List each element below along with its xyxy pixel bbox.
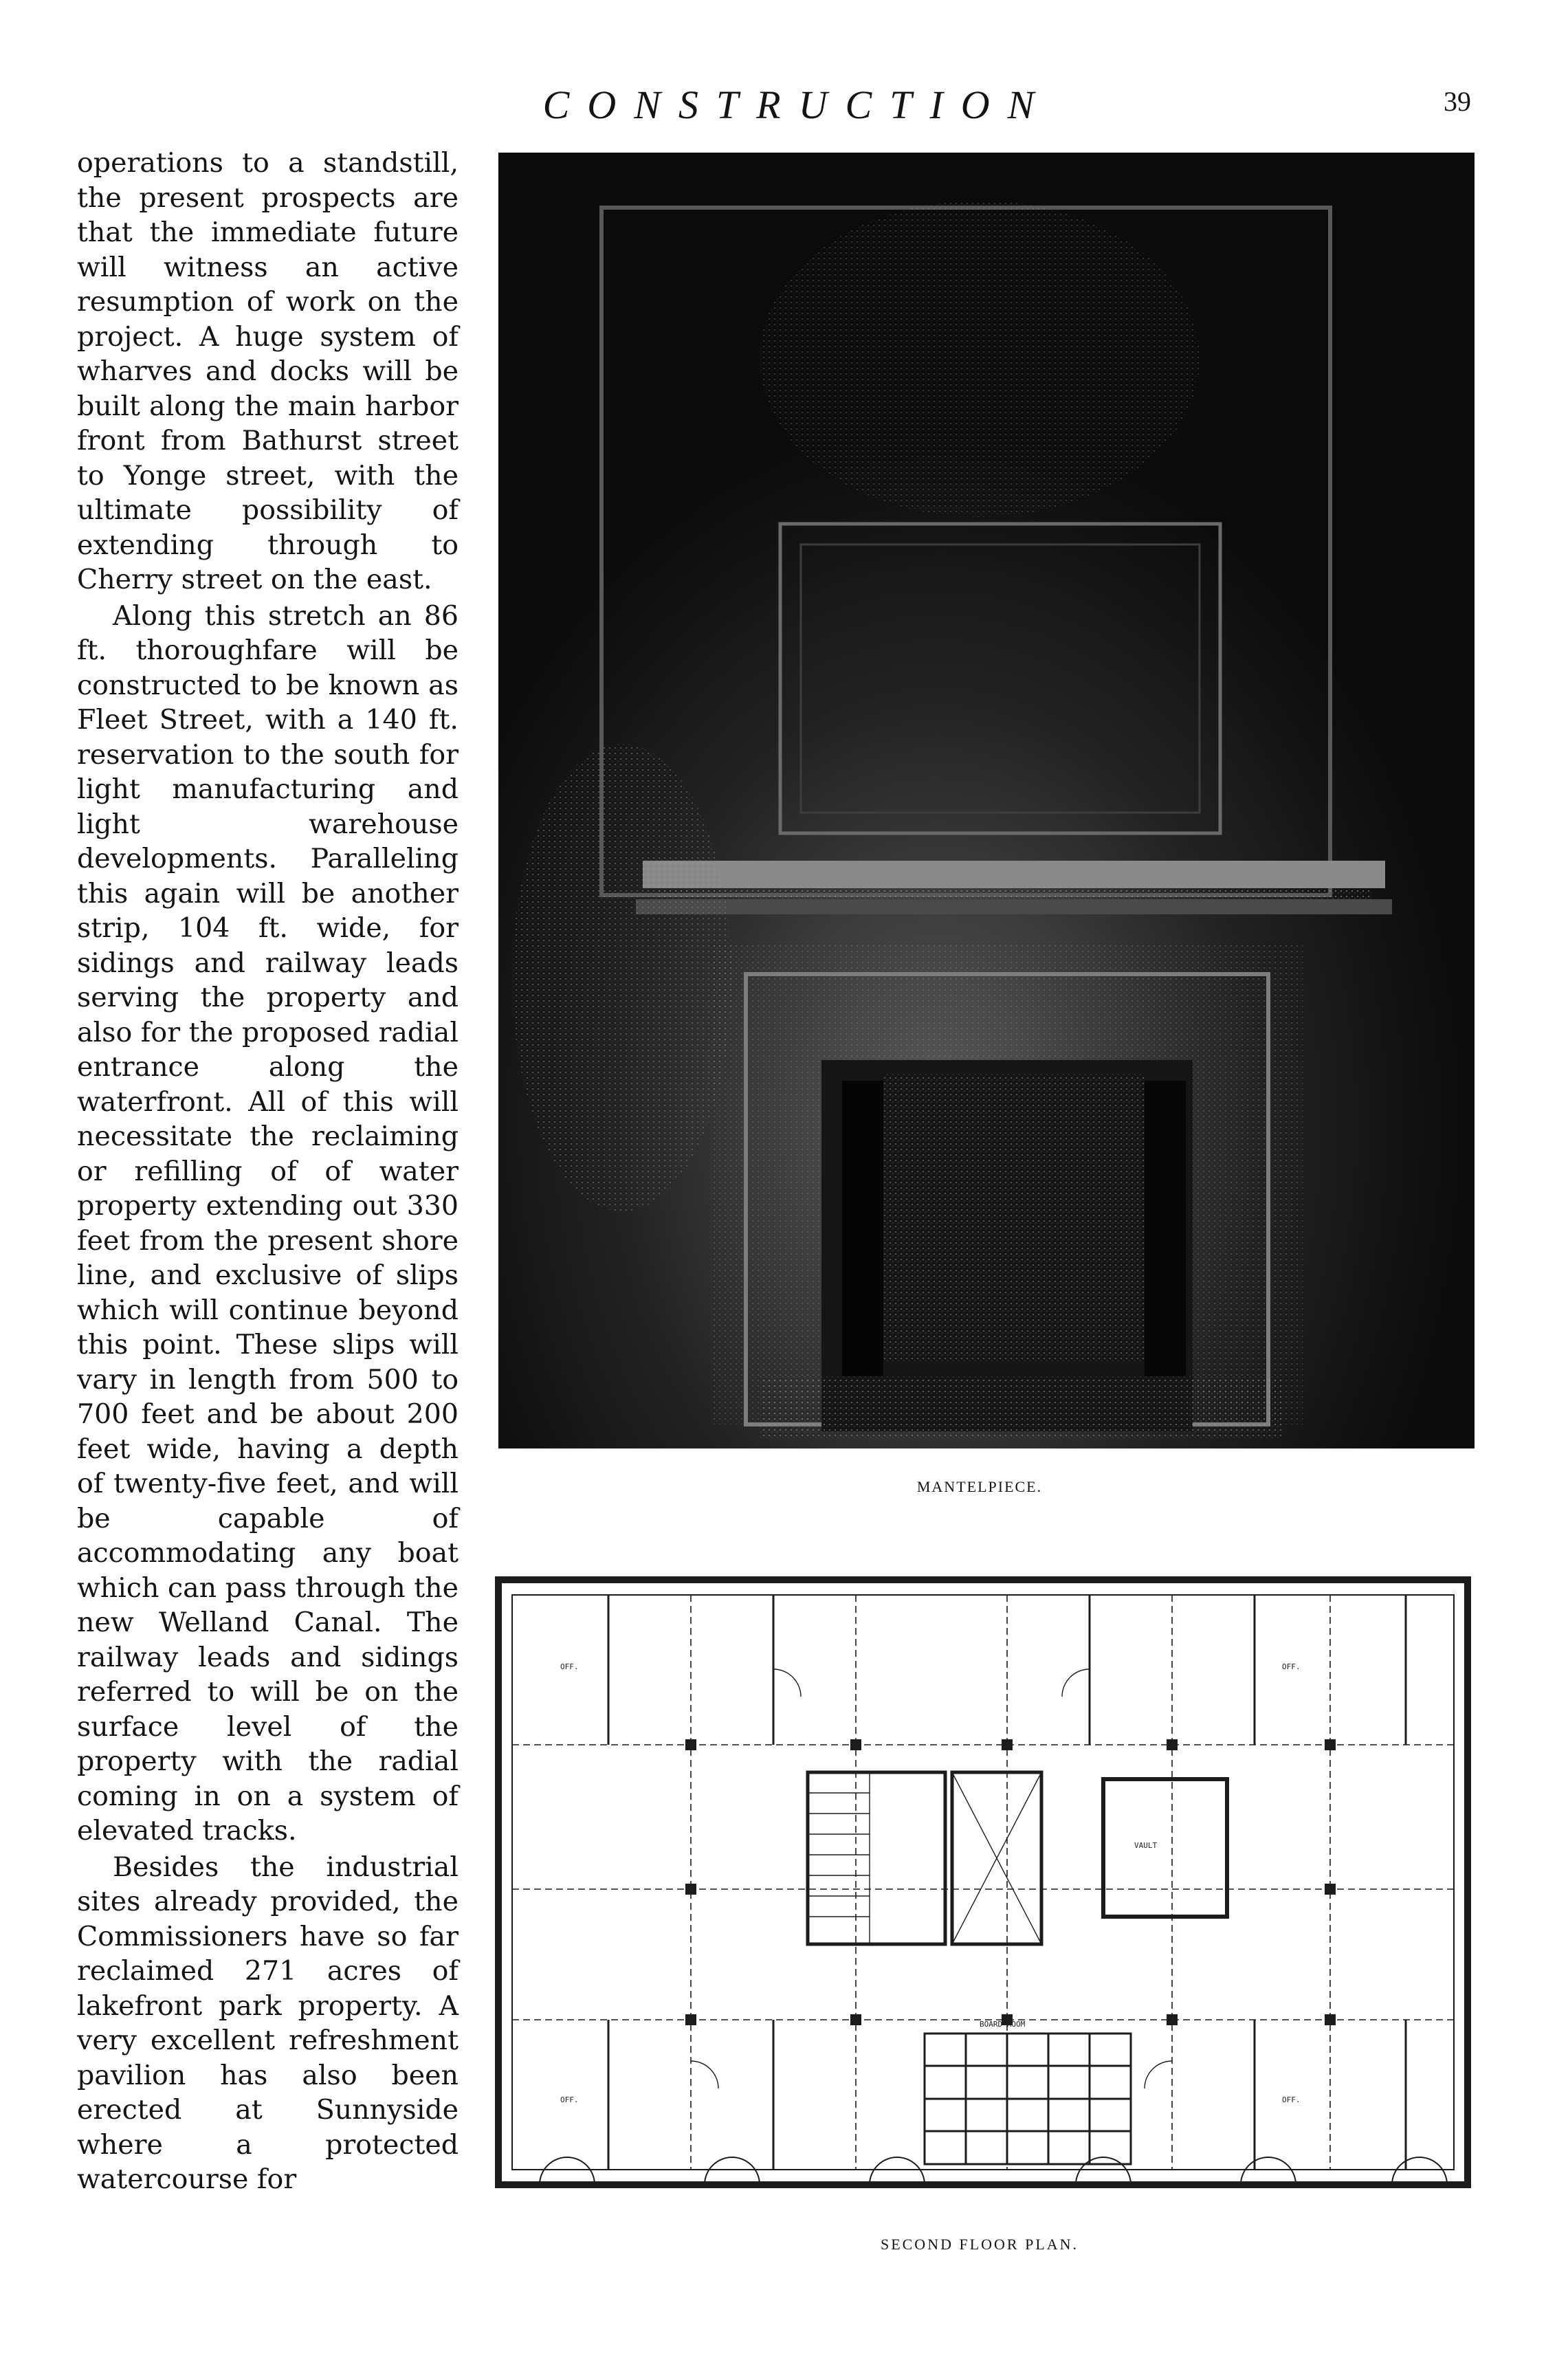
vault-label: VAULT — [1134, 1841, 1158, 1850]
office-label: OFF. — [560, 2095, 579, 2104]
running-head-title: CONSTRUCTION — [542, 82, 1052, 127]
second-floor-plan-drawing — [485, 1566, 1485, 2209]
page-number: 39 — [1444, 86, 1471, 117]
article-paragraph-1: operations to a standstill, the present prospects are that the immediate future will witness an active resumption of work on the project. A huge system of wharves and docks will be built along the main harbor front from Bathurst street to Yonge street, with the ultimate possibility of extending through to Cherry street on the east. — [77, 147, 459, 595]
board-room-label: BOARD ROOM — [980, 2020, 1026, 2029]
mantelpiece-photo — [498, 153, 1475, 1448]
article-paragraph-2: Along this stretch an 86 ft. thoroughfare will be constructed to be known as Fleet Street, with a 140 ft. reservation to the south for light manufacturing and light warehouse developments. Paralleling this again will be another strip, 104 ft. wide, for sidings and railway leads serving the property and also for the proposed radial entrance along the waterfront. All of this will necessitate the reclaiming or refilling of of water property extending out 330 feet from the present shore line, and exclusive of slips which will continue beyond this point. These slips will vary in length from 500 to 700 feet and be about 200 feet wide, having a depth of twenty-five feet, and will be capable of accommodating any boat which can pass through the new Welland Canal. The railway leads and sidings referred to will be on the surface level of the property with the radial coming in on a system of elevated tracks. — [77, 599, 459, 1847]
office-label: OFF. — [560, 1662, 579, 1671]
mantelpiece-caption: MANTELPIECE. — [916, 1478, 1043, 1495]
floor-plan-caption: SECOND FLOOR PLAN. — [880, 2236, 1079, 2253]
article-text-column — [77, 146, 459, 2197]
article-paragraph-3: Besides the industrial sites already provided, the Commissioners have so far reclaimed 271 acres of lakefront park property. A very excellent refreshment pavilion has also been erected at Sunnyside where a protected watercourse for — [77, 1851, 459, 2195]
office-label: OFF. — [1282, 1662, 1301, 1671]
office-label: OFF. — [1282, 2095, 1301, 2104]
